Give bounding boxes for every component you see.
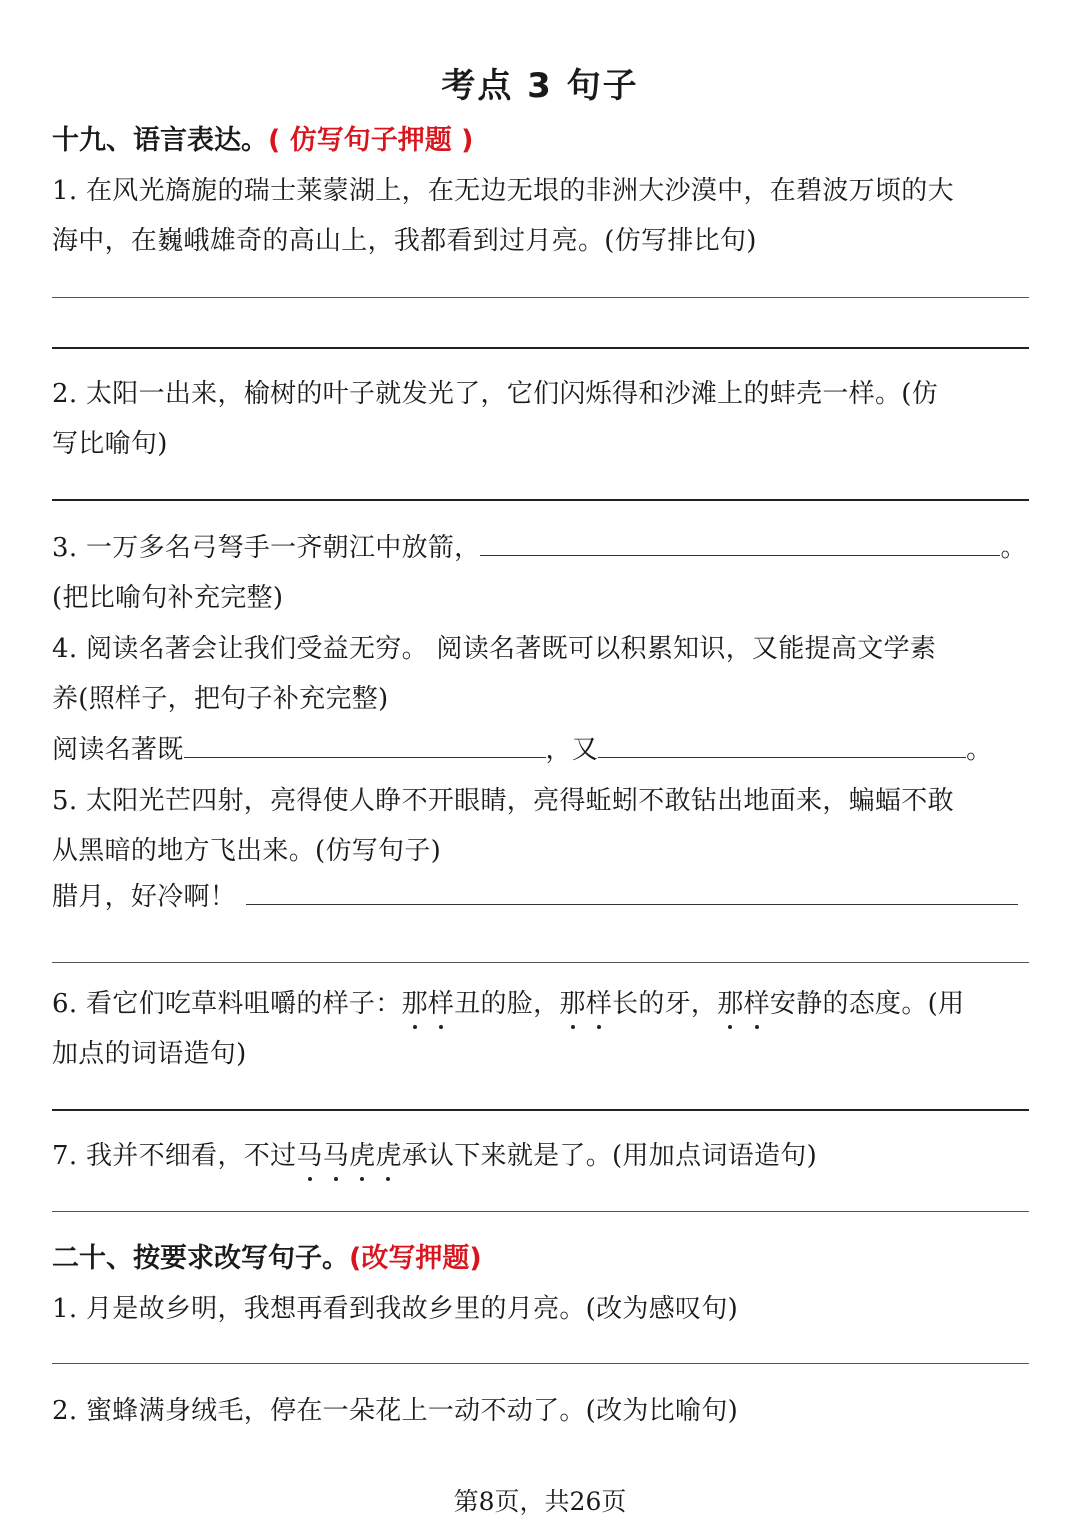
q7-dotted-char: 虎: [349, 1135, 375, 1172]
q1-answer-line-1: [52, 297, 1029, 298]
q6-text-a: 6. 看它们吃草料咀嚼的样子：: [52, 989, 402, 1019]
q7-line1: [52, 1135, 817, 1172]
q6-dotted-char: 那: [402, 983, 428, 1020]
q6-answer-line: [52, 1109, 1029, 1111]
q1-answer-line-2: [52, 347, 1029, 349]
section-19-heading-text: 十九、语言表达。: [52, 125, 268, 156]
q4-line1: 4. 阅读名著会让我们受益无穷。 阅读名著既可以积累知识，又能提高文学素: [52, 634, 937, 664]
q7-text-a: 7. 我并不细看，不过: [52, 1141, 297, 1171]
q6-text-d: 丑的脸，: [454, 989, 560, 1019]
q5-blank: [246, 903, 1018, 905]
q7-dotted-char: 马: [296, 1135, 322, 1172]
q6-dotted-char: 样: [428, 983, 454, 1020]
section-19-heading: [52, 118, 473, 157]
q4-blank-1: [184, 756, 546, 758]
q1-line2: 海中，在巍峨雄奇的高山上，我都看到过月亮。(仿写排比句): [52, 226, 757, 256]
q6-dotted-char: 那: [717, 983, 743, 1020]
q5-prompt: 腊月，好冷啊！: [52, 882, 237, 912]
section-20-heading-text: 二十、按要求改写句子。: [52, 1243, 349, 1274]
q4-blank-2: [598, 756, 966, 758]
q6-dotted-char: 那: [559, 983, 585, 1020]
q4-part1: 阅读名著既: [52, 735, 184, 765]
q4-part3: 。: [966, 735, 993, 765]
q2-answer-line: [52, 499, 1029, 501]
page-footer: 第8页，共26页: [453, 1487, 627, 1516]
q6-line2: 加点的词语造句): [52, 1039, 247, 1069]
q3-line2: (把比喻句补充完整): [52, 583, 284, 613]
q7-dotted-char: 虎: [375, 1135, 401, 1172]
q6-text-j: 安静的态度。(用: [769, 989, 965, 1019]
page-title: 考点 3 句子: [441, 66, 639, 106]
q7-dotted-char: 马: [323, 1135, 349, 1172]
r2-line1: 2. 蜜蜂满身绒毛，停在一朵花上一动不动了。(改为比喻句): [52, 1396, 739, 1426]
r1-answer-line: [52, 1363, 1029, 1364]
q5-line2: 从黑暗的地方飞出来。(仿写句子): [52, 836, 442, 866]
q6-line1: [52, 983, 964, 1020]
q5-line1: 5. 太阳光芒四射，亮得使人睁不开眼睛，亮得蚯蚓不敢钻出地面来，蝙蝠不敢: [52, 786, 954, 816]
q5-line3: [52, 876, 1018, 913]
q4-line2: 养(照样子，把句子补充完整): [52, 684, 389, 714]
q3-line1: [52, 527, 1027, 564]
q3-prefix: 3. 一万多名弓弩手一齐朝江中放箭，: [52, 533, 481, 563]
section-20-heading: [52, 1236, 482, 1275]
section-20-tag: (改写押题): [349, 1243, 482, 1274]
q3-blank: [480, 554, 1000, 556]
q4-part2: ，又: [545, 735, 599, 765]
q7-answer-line: [52, 1211, 1029, 1212]
q3-suffix: 。: [1000, 533, 1027, 563]
q5-answer-line: [52, 962, 1029, 963]
q1-line1: 1. 在风光旖旎的瑞士莱蒙湖上，在无边无垠的非洲大沙漠中，在碧波万顷的大: [52, 176, 954, 206]
q6-dotted-char: 样: [744, 983, 770, 1020]
r1-line1: 1. 月是故乡明，我想再看到我故乡里的月亮。(改为感叹句): [52, 1294, 739, 1324]
q6-text-g: 长的牙，: [612, 989, 718, 1019]
q2-line1: 2. 太阳一出来，榆树的叶子就发光了，它们闪烁得和沙滩上的蚌壳一样。(仿: [52, 379, 939, 409]
q7-text-f: 承认下来就是了。(用加点词语造句): [401, 1141, 818, 1171]
section-19-tag: ( 仿写句子押题 ): [268, 125, 474, 156]
q6-dotted-char: 样: [586, 983, 612, 1020]
q2-line2: 写比喻句): [52, 429, 168, 459]
q4-line3: [52, 729, 992, 766]
